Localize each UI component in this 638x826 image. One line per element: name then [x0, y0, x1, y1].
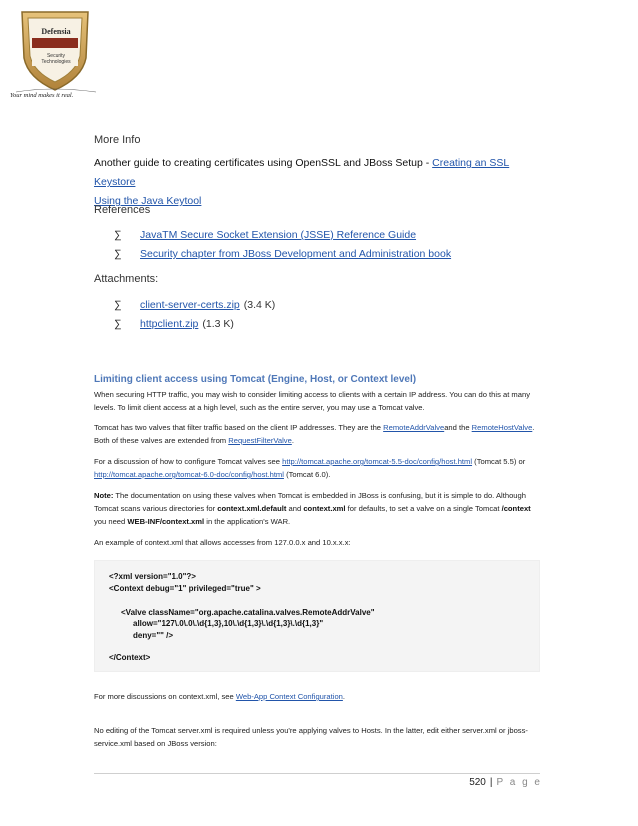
more-info-paragraph [94, 154, 540, 211]
code-line: allow="127\.0\.0\.\d{1,3},10\.\d{1,3}\.\d{1,3}\.\d{1,3}" [133, 619, 324, 628]
code-line: <Context debug="1" privileged="true" > [109, 584, 261, 593]
attachment-size: (1.3 K) [202, 318, 234, 330]
text: For more discussions on context.xml, see [94, 692, 236, 701]
request-filter-valve-link[interactable]: RequestFilterValve [228, 436, 292, 445]
page-number: 520 [469, 777, 486, 788]
paragraph-server-xml: No editing of the Tomcat server.xml is required unless you're applying valves to Hosts. In the latter, edit either server.xml or jboss-service.xml based on JBoss version: [94, 726, 528, 748]
text: . [291, 436, 294, 445]
footer-separator: | [489, 777, 493, 788]
company-logo [12, 6, 98, 102]
page-label: P a g e [496, 777, 542, 788]
jboss-security-chapter-link[interactable]: Security chapter from JBoss Development and Administration book [140, 248, 452, 260]
text: and [286, 504, 304, 513]
page-footer [469, 777, 542, 788]
paragraph-3 [94, 455, 540, 481]
code-line: </Context> [109, 653, 151, 662]
code-term: context.xml.default [217, 504, 287, 513]
code-block [94, 560, 540, 672]
attachment-link[interactable]: client-server-certs.zip [140, 299, 240, 311]
paragraph-1: When securing HTTP traffic, you may wish to consider limiting access to clients with a certain IP address. You can do this at many levels. To limit client access at a high level, such as the entire server, you may use a Tomcat valve. [94, 390, 530, 412]
text: you need [94, 517, 128, 526]
jsse-guide-link[interactable]: JavaTM Secure Socket Extension (JSSE) Reference Guide [140, 229, 417, 241]
remote-addr-valve-link[interactable]: RemoteAddrValve [383, 423, 445, 432]
paragraph-2 [94, 421, 540, 447]
code-line: <?xml version="1.0"?> [109, 572, 196, 581]
logo-line3: Technologies [41, 59, 71, 65]
bullet-icon: ∑ [114, 248, 122, 260]
text: . [342, 692, 346, 701]
attachment-link[interactable]: httpclient.zip [140, 318, 199, 330]
code-line: deny="" /> [133, 631, 174, 640]
code-term: context.xml [303, 504, 346, 513]
footer-divider [94, 773, 540, 774]
text: Tomcat has two valves that filter traffic based on the client IP addresses. They are the [94, 423, 384, 432]
more-info-heading: More Info [94, 134, 141, 146]
paragraph-example: An example of context.xml that allows accesses from 127.0.0.x and 10.x.x.x: [94, 538, 351, 547]
section-title: Limiting client access using Tomcat (Engine, Host, or Context level) [94, 374, 417, 385]
paragraph-note [94, 489, 540, 528]
attachment-size: (3.4 K) [243, 299, 276, 311]
list-item [114, 226, 451, 245]
tomcat-60-host-link[interactable]: http://tomcat.apache.org/tomcat-6.0-doc/config/host.html [94, 470, 284, 479]
logo-tagline: Your mind makes it real. [10, 92, 74, 99]
text: for defaults, to set a valve on a single Tomcat [345, 504, 502, 513]
code-term: /context [501, 504, 531, 513]
text: (Tomcat 6.0). [283, 470, 331, 479]
logo-brand-text: Defensia [41, 27, 71, 36]
attachments-list [114, 296, 275, 334]
attachments-heading: Attachments: [94, 273, 159, 285]
list-item [114, 315, 275, 334]
code-term: WEB-INF/context.xml [127, 517, 205, 526]
text: The documentation on using these valves when Tomcat is embedded in JBoss is confusing, but it is simple to do. Although Tomcat scans various directories for [94, 491, 526, 513]
list-item [114, 245, 451, 264]
text: For a discussion of how to configure Tomcat valves see [94, 457, 283, 466]
text: . Both of these valves are extended from [94, 423, 535, 445]
more-info-text: Another guide to creating certificates using OpenSSL and JBoss Setup - [94, 157, 433, 169]
logo-line2: Security [46, 53, 66, 59]
references-list [114, 226, 451, 264]
keystore-link[interactable]: Creating an SSL Keystore [94, 157, 510, 188]
references-heading: References [94, 204, 151, 216]
text: (Tomcat 5.5) or [472, 457, 526, 466]
bullet-icon: ∑ [114, 318, 122, 330]
keytool-link[interactable]: Using the Java Keytool [94, 195, 202, 207]
paragraph-more-discussions [94, 690, 540, 703]
remote-host-valve-link[interactable]: RemoteHostValve [471, 423, 533, 432]
code-line: <Valve className="org.apache.catalina.valves.RemoteAddrValve" [121, 608, 375, 617]
text: and the [444, 423, 472, 432]
tomcat-55-host-link[interactable]: http://tomcat.apache.org/tomcat-5.5-doc/config/host.html [282, 457, 473, 466]
note-label: Note: [94, 491, 114, 500]
list-item [114, 296, 275, 315]
text: in the application's WAR. [204, 517, 291, 526]
webapp-context-config-link[interactable]: Web-App Context Configuration [235, 692, 343, 701]
bullet-icon: ∑ [114, 229, 122, 241]
bullet-icon: ∑ [114, 299, 122, 311]
